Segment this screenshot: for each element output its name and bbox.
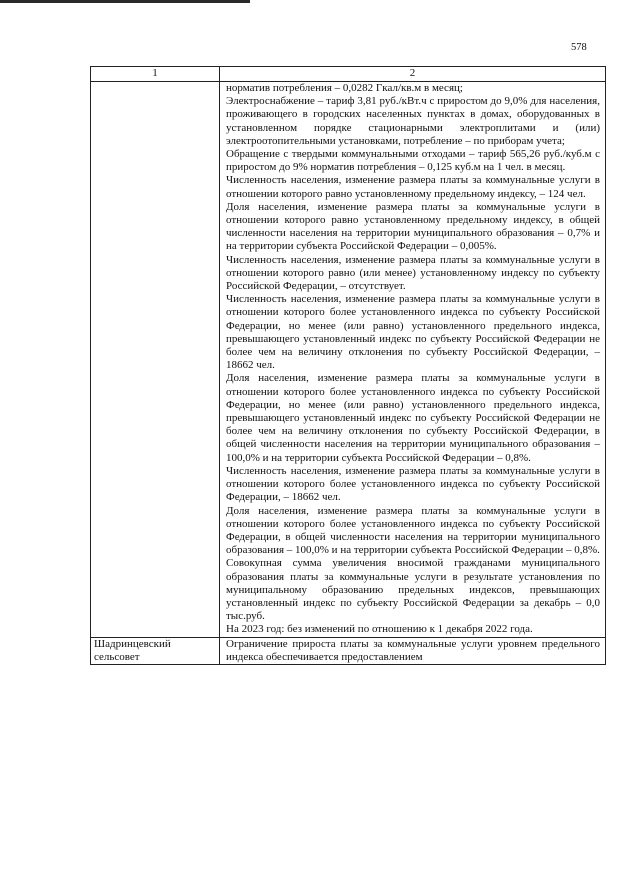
- paragraph: Численность населения, изменение размера платы за коммунальные услуги в отношении которого равно (или менее) установленному индексу по субъекту Российской Федерации, – отсутствует.: [226, 253, 600, 293]
- paragraph: Совокупная сумма увеличения вносимой гражданами муниципального образования платы за коммунальные услуги в результате установления по муниципальному образованию предельных индексов, превышающих установленный индекс по субъекту Российской Федерации за декабрь – 0,0 тыс.руб.: [226, 557, 600, 623]
- page-number: 578: [571, 42, 587, 53]
- column-header-1: 1: [91, 67, 220, 82]
- paragraph: Доля населения, изменение размера платы за коммунальные услуги в отношении которого более установленного индекса по субъекту Российской Федерации, но менее (или равно) установленного предельного индекса, превышающего установленный индекс по субъекту Российской Федерации не более чем на величину отклонения по субъекту Российской Федерации, в общей численности населения на территории муниципального образования – 100,0% и на территории субъекта Российской Федерации – 0,8%.: [226, 372, 600, 464]
- description-cell: [220, 82, 606, 638]
- table-header-row: [91, 67, 606, 82]
- municipality-cell-empty: [91, 82, 220, 638]
- paragraph: Доля населения, изменение размера платы за коммунальные услуги в отношении которого равно установленному предельному индексу, в общей численности населения на территории муниципального образования – 0,7% и на территории субъекта Российской Федерации – 0,005%.: [226, 200, 600, 253]
- paragraph: Обращение с твердыми коммунальными отходами – тариф 565,26 руб./куб.м с приростом до 9% норматив потребления – 0,125 куб.м на 1 чел. в месяц.: [226, 148, 600, 174]
- municipality-name: Шадринцевский сельсовет: [94, 637, 171, 663]
- table-row: [91, 637, 606, 664]
- description-cell: [220, 637, 606, 664]
- column-header-2: 2: [220, 67, 606, 82]
- municipality-cell: [91, 637, 220, 664]
- paragraph: норматив потребления – 0,0282 Гкал/кв.м в месяц;: [226, 82, 463, 94]
- paragraph: На 2023 год: без изменений по отношению к 1 декабря 2022 года.: [226, 623, 533, 636]
- table-row: [91, 82, 606, 638]
- paragraph: Ограничение прироста платы за коммунальные услуги уровнем предельного индекса обеспечивается предоставлением: [226, 637, 600, 663]
- paragraph: Доля населения, изменение размера платы за коммунальные услуги в отношении которого более установленного индекса по субъекту Российской Федерации, в общей численности населения на территории муниципального образования – 100,0% и на территории субъекта Российской Федерации – 0,8%.: [226, 504, 600, 557]
- paragraph: Численность населения, изменение размера платы за коммунальные услуги в отношении которого равно установленному предельному индексу, – 124 чел.: [226, 174, 600, 200]
- paragraph: Численность населения, изменение размера платы за коммунальные услуги в отношении которого более установленного индекса по субъекту Российской Федерации, но менее (или равно) установленного предельного индекса, превышающего установленный индекс по субъекту Российской Федерации не более чем на величину отклонения по субъекту Российской Федерации, – 18662 чел.: [226, 293, 600, 372]
- municipal-table: [90, 66, 606, 665]
- scan-edge-mark: [0, 0, 250, 3]
- paragraph: Численность населения, изменение размера платы за коммунальные услуги в отношении которого более установленного индекса по субъекту Российской Федерации, – 18662 чел.: [226, 464, 600, 504]
- paragraph: Электроснабжение – тариф 3,81 руб./кВт.ч с приростом до 9,0% для населения, проживающего в городских населенных пунктах в домах, оборудованных в установленном порядке стационарными электроплитами и (или) электроотопительными установками, потребление – по приборам учета;: [226, 95, 600, 147]
